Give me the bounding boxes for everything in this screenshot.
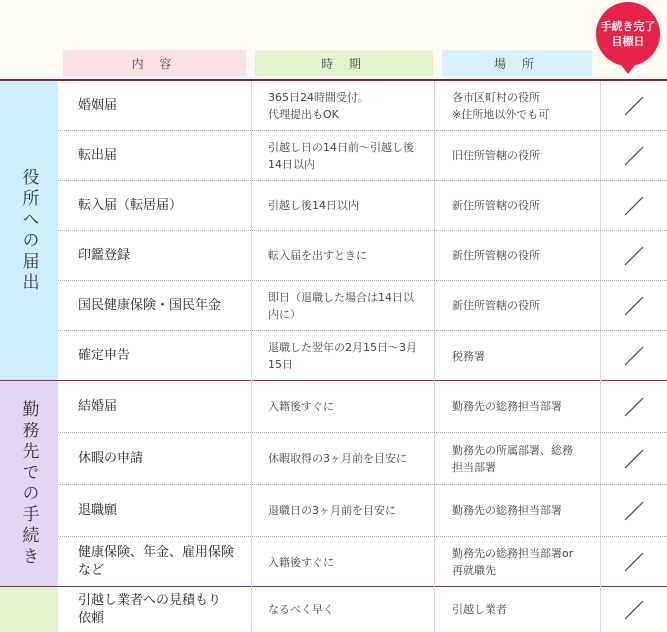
- slash-mark-icon: [623, 145, 645, 167]
- table-row: [58, 131, 667, 181]
- category-workplace: [0, 381, 58, 587]
- procedure-name: 引越し業者への見積もり 依頼: [78, 592, 222, 626]
- timing-text: 退職日の3ヶ月前を目安に: [268, 504, 396, 517]
- procedure-name-cell: [58, 131, 251, 180]
- timing-cell: [251, 537, 434, 587]
- badge-line2: 目標日: [611, 35, 645, 48]
- slash-mark-icon: [623, 295, 645, 317]
- procedure-name: 確定申告: [78, 348, 131, 363]
- place-cell: [434, 331, 600, 381]
- place-text: 旧住所管轄の役所: [452, 149, 540, 162]
- place-text: 新住所管轄の役所: [452, 299, 540, 312]
- procedure-name: 婚姻届: [78, 97, 118, 113]
- table-row: [58, 537, 667, 587]
- procedure-name-cell: [58, 81, 251, 130]
- target-date-cell[interactable]: [600, 537, 667, 587]
- procedure-name-cell: [58, 587, 251, 632]
- timing-cell: [251, 433, 434, 484]
- procedure-name-cell: [58, 433, 251, 484]
- timing-text: 引越し日の14日前～引越し後 14日以内: [268, 140, 414, 171]
- slash-mark-icon: [623, 551, 645, 573]
- place-text: 勤務先の総務担当部署: [452, 504, 562, 517]
- place-cell: [434, 81, 600, 130]
- place-cell: [434, 281, 600, 330]
- timing-cell: [251, 331, 434, 381]
- procedure-table: [0, 79, 667, 630]
- slash-mark-icon: [623, 500, 645, 522]
- procedure-name-cell: [58, 281, 251, 330]
- place-text: 税務署: [452, 349, 485, 363]
- procedure-name: 退職願: [78, 502, 118, 518]
- table-row: [58, 81, 667, 131]
- procedure-name-cell: [58, 231, 251, 280]
- timing-cell: [251, 81, 434, 130]
- timing-text: なるべく早く: [268, 603, 334, 616]
- procedure-name-cell: [58, 181, 251, 230]
- place-text: 各市区町村の役所 ※住所地以外でも可: [452, 90, 550, 121]
- category-label: 役所への届出: [18, 168, 39, 294]
- slash-mark-icon: [623, 245, 645, 267]
- place-cell: [434, 131, 600, 180]
- timing-text: 休暇取得の3ヶ月前を目安に: [268, 452, 407, 465]
- category-label: 勤務先での手続き: [18, 400, 39, 568]
- category-government-office: [0, 81, 58, 381]
- procedure-name: 転入届（転居届）: [78, 197, 183, 213]
- table-row: [58, 433, 667, 485]
- procedure-name-cell: [58, 331, 251, 381]
- place-cell: [434, 537, 600, 587]
- slash-mark-icon: [623, 345, 645, 367]
- timing-text: 365日24時間受付。 代理提出もOK: [268, 90, 369, 121]
- target-date-cell[interactable]: [600, 331, 667, 381]
- procedure-name: 健康保険、年金、雇用保険 など: [78, 545, 235, 578]
- procedure-name: 休暇の申請: [78, 450, 144, 466]
- badge-pointer: [621, 65, 635, 74]
- target-date-cell[interactable]: [600, 381, 667, 432]
- timing-cell: [251, 131, 434, 180]
- target-date-cell[interactable]: [600, 587, 667, 632]
- table-row: [58, 331, 667, 381]
- timing-cell: [251, 281, 434, 330]
- category-moving: [0, 587, 58, 632]
- table-row: [58, 381, 667, 433]
- place-text: 勤務先の総務担当部署: [452, 400, 562, 413]
- timing-cell: [251, 231, 434, 280]
- procedure-name-cell: [58, 485, 251, 536]
- table-row: [58, 181, 667, 231]
- timing-text: 即日（退職した場合は14日以 内に）: [268, 290, 414, 321]
- procedure-name-cell: [58, 381, 251, 432]
- target-date-cell[interactable]: [600, 231, 667, 280]
- timing-text: 退職した翌年の2月15日～3月 15日: [268, 341, 417, 371]
- timing-text: 入籍後すぐに: [268, 400, 334, 413]
- slash-mark-icon: [623, 599, 645, 621]
- timing-cell: [251, 587, 434, 632]
- place-cell: [434, 485, 600, 536]
- timing-cell: [251, 181, 434, 230]
- column-header-content: 内 容: [63, 50, 246, 76]
- target-date-cell[interactable]: [600, 433, 667, 484]
- target-date-cell[interactable]: [600, 131, 667, 180]
- place-text: 勤務先の所属部署、総務 担当部署: [452, 443, 573, 474]
- timing-text: 転入届を出すときに: [268, 249, 367, 262]
- target-date-cell[interactable]: [600, 485, 667, 536]
- slash-mark-icon: [623, 95, 645, 117]
- place-text: 新住所管轄の役所: [452, 249, 540, 262]
- target-date-cell[interactable]: [600, 281, 667, 330]
- timing-text: 入籍後すぐに: [268, 555, 334, 569]
- column-header-place: 場 所: [442, 50, 592, 76]
- column-header-time: 時 期: [255, 50, 433, 76]
- place-text: 新住所管轄の役所: [452, 199, 540, 212]
- slash-mark-icon: [623, 195, 645, 217]
- procedure-name: 転出届: [78, 147, 118, 163]
- place-text: 引越し業者: [452, 603, 507, 616]
- table-row: [58, 281, 667, 331]
- place-text: 勤務先の総務担当部署or 再就職先: [452, 547, 574, 577]
- target-date-cell[interactable]: [600, 81, 667, 130]
- slash-mark-icon: [623, 396, 645, 418]
- completion-target-badge: [596, 2, 660, 66]
- procedure-name: 結婚届: [78, 398, 118, 414]
- badge-line1: 手続き完了: [600, 20, 656, 33]
- table-row: [58, 485, 667, 537]
- place-cell: [434, 231, 600, 280]
- place-cell: [434, 381, 600, 432]
- timing-text: 引越し後14日以内: [268, 199, 359, 212]
- place-cell: [434, 433, 600, 484]
- procedure-name: 国民健康保険・国民年金: [78, 297, 222, 313]
- target-date-cell[interactable]: [600, 181, 667, 230]
- procedure-name-cell: [58, 537, 251, 587]
- place-cell: [434, 587, 600, 632]
- timing-cell: [251, 381, 434, 432]
- slash-mark-icon: [623, 448, 645, 470]
- table-row: [58, 231, 667, 281]
- table-row: [58, 587, 667, 632]
- timing-cell: [251, 485, 434, 536]
- procedure-name: 印鑑登録: [78, 247, 131, 263]
- place-cell: [434, 181, 600, 230]
